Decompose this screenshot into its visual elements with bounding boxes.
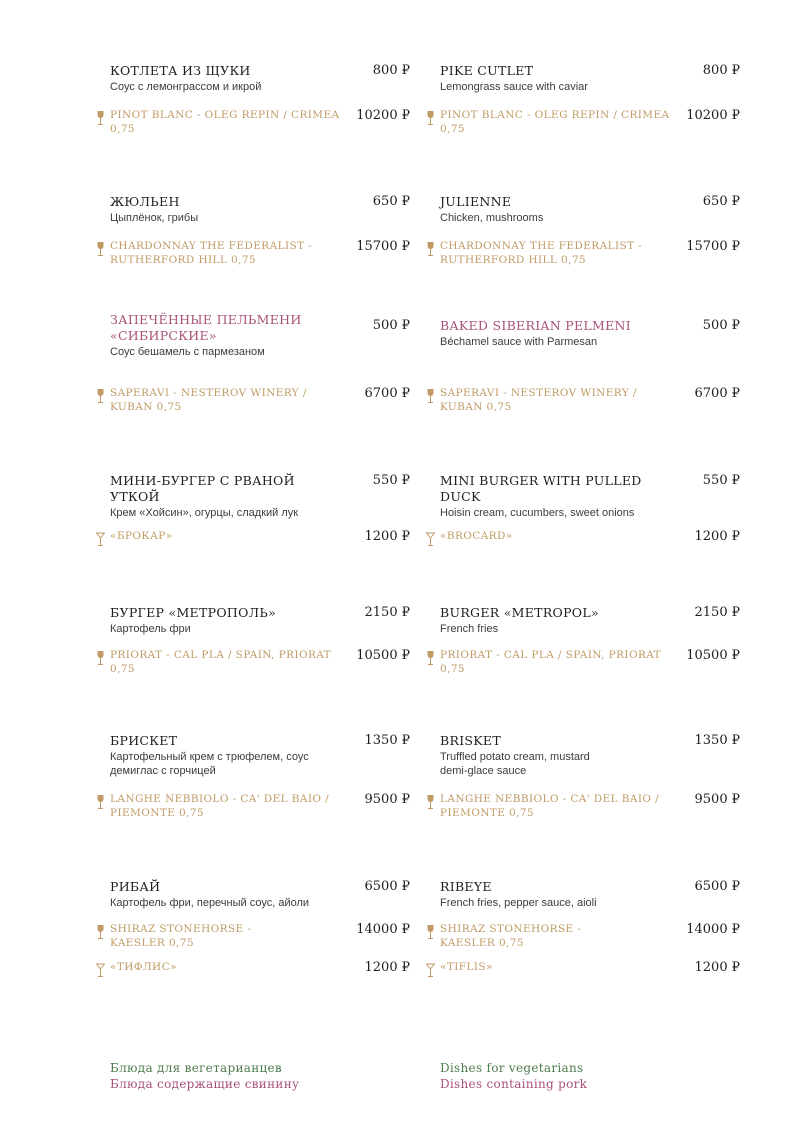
- dish-description: Картофельный крем с трюфелем, соус демиглас с горчицей: [110, 751, 309, 777]
- dish-name: КОТЛЕТА ИЗ ЩУКИ: [110, 63, 251, 78]
- wine-glass-icon: [426, 241, 435, 257]
- wine-glass-icon: [96, 241, 105, 257]
- legend-vegetarian: Блюда для вегетарианцев: [110, 1061, 282, 1075]
- dish-item: [110, 194, 410, 267]
- dish-description: Lemongrass sauce with caviar: [440, 81, 588, 93]
- pairing-label: PRIORAT - CAL PLA / SPAIN, PRIORAT 0,75: [110, 649, 332, 675]
- dish-item-pork: [440, 318, 740, 414]
- legend: [440, 1060, 740, 1092]
- dish-price: 650 ₽: [372, 194, 410, 209]
- wine-glass-icon: [426, 388, 435, 404]
- cocktail-glass-icon: [96, 962, 105, 978]
- pairing-label: LANGHE NEBBIOLO - CA' DEL BAIO / PIEMONTE 0,75: [440, 793, 660, 819]
- dish-description: Соус с лемонграссом и икрой: [110, 81, 262, 93]
- pairing-price: 1200 ₽: [364, 960, 410, 975]
- pairing-label: «TIFLIS»: [440, 961, 493, 973]
- dish-name: JULIENNE: [440, 194, 512, 209]
- dish-price: 6500 ₽: [364, 879, 410, 894]
- pairing-item: [440, 239, 740, 267]
- dish-price: 800 ₽: [372, 63, 410, 78]
- dish-price: 550 ₽: [372, 473, 410, 488]
- pairing-label: «ТИФЛИС»: [110, 961, 177, 973]
- pairing-label: SAPERAVI - NESTEROV WINERY / KUBAN 0,75: [110, 387, 307, 413]
- dish-price: 500 ₽: [372, 318, 410, 333]
- dish-description: Truffled potato cream, mustard demi-glace sauce: [440, 751, 590, 777]
- pairing-item: [440, 529, 740, 543]
- pairing-label: PINOT BLANC - OLEG REPIN / CRIMEA 0,75: [110, 109, 340, 135]
- pairing-price: 10200 ₽: [356, 108, 410, 123]
- dish-name: МИНИ-БУРГЕР С РВАНОЙ УТКОЙ: [110, 473, 295, 504]
- pairing-label: SAPERAVI - NESTEROV WINERY / KUBAN 0,75: [440, 387, 637, 413]
- pairing-item: [110, 922, 410, 950]
- dish-name: RIBEYE: [440, 879, 492, 894]
- pairing-price: 10200 ₽: [686, 108, 740, 123]
- cocktail-glass-icon: [426, 531, 435, 547]
- wine-glass-icon: [426, 924, 435, 940]
- dish-description: Картофель фри, перечный соус, айоли: [110, 897, 310, 909]
- dish-name: BAKED SIBERIAN PELMENI: [440, 318, 632, 333]
- pairing-label: PINOT BLANC - OLEG REPIN / CRIMEA 0,75: [440, 109, 670, 135]
- pairing-price: 9500 ₽: [364, 792, 410, 807]
- pairing-label: SHIRAZ STONEHORSE - KAESLER 0,75: [110, 923, 252, 949]
- dish-item: [440, 194, 740, 267]
- pairing-label: «BROCARD»: [440, 530, 513, 542]
- pairing-label: PRIORAT - CAL PLA / SPAIN, PRIORAT 0,75: [440, 649, 662, 675]
- pairing-item: [440, 648, 740, 676]
- pairing-price: 6700 ₽: [364, 386, 410, 401]
- pairing-item: [110, 239, 410, 267]
- wine-glass-icon: [426, 794, 435, 810]
- dish-item: [110, 733, 410, 820]
- dish-price: 650 ₽: [702, 194, 740, 209]
- dish-price: 800 ₽: [702, 63, 740, 78]
- pairing-item: [440, 108, 740, 136]
- pairing-item: [110, 108, 410, 136]
- pairing-item: [440, 922, 740, 950]
- dish-description: French fries, pepper sauce, aioli: [440, 897, 597, 909]
- dish-description: Béchamel sauce with Parmesan: [440, 336, 598, 348]
- pairing-label: CHARDONNAY THE FEDERALIST - RUTHERFORD HILL 0,75: [110, 240, 313, 266]
- dish-name: БУРГЕР «МЕТРОПОЛЬ»: [110, 605, 277, 620]
- pairing-item: [440, 792, 740, 820]
- dish-item: [440, 879, 740, 974]
- pairing-label: «БРОКАР»: [110, 530, 173, 542]
- dish-name: BRISKET: [440, 733, 501, 748]
- pairing-price: 14000 ₽: [686, 922, 740, 937]
- pairing-price: 9500 ₽: [694, 792, 740, 807]
- dish-item-pork: [110, 312, 410, 414]
- dish-price: 1350 ₽: [364, 733, 410, 748]
- pairing-price: 1200 ₽: [694, 529, 740, 544]
- pairing-item: [440, 960, 740, 974]
- pairing-price: 10500 ₽: [686, 648, 740, 663]
- dish-price: 500 ₽: [702, 318, 740, 333]
- dish-name: БРИСКЕТ: [110, 733, 178, 748]
- dish-price: 550 ₽: [702, 473, 740, 488]
- dish-description: Крем «Хойсин», огурцы, сладкий лук: [110, 507, 299, 519]
- dish-item: [440, 605, 740, 676]
- dish-name: ЗАПЕЧЁННЫЕ ПЕЛЬМЕНИ «СИБИРСКИЕ»: [110, 312, 302, 343]
- wine-glass-icon: [96, 388, 105, 404]
- dish-name: PIKE CUTLET: [440, 63, 534, 78]
- cocktail-glass-icon: [96, 531, 105, 547]
- pairing-item: [110, 529, 410, 543]
- dish-item: [110, 605, 410, 676]
- legend-pork: Блюда содержащие свинину: [110, 1077, 300, 1091]
- pairing-item: [110, 648, 410, 676]
- legend-pork: Dishes containing pork: [440, 1077, 588, 1091]
- cocktail-glass-icon: [426, 962, 435, 978]
- pairing-label: CHARDONNAY THE FEDERALIST - RUTHERFORD HILL 0,75: [440, 240, 643, 266]
- dish-price: 1350 ₽: [694, 733, 740, 748]
- pairing-label: SHIRAZ STONEHORSE - KAESLER 0,75: [440, 923, 582, 949]
- wine-glass-icon: [96, 794, 105, 810]
- pairing-price: 1200 ₽: [364, 529, 410, 544]
- pairing-price: 6700 ₽: [694, 386, 740, 401]
- dish-item: [440, 473, 740, 543]
- dish-item: [110, 879, 410, 974]
- dish-name: BURGER «METROPOL»: [440, 605, 599, 620]
- legend-vegetarian: Dishes for vegetarians: [440, 1061, 584, 1075]
- dish-description: Chicken, mushrooms: [440, 212, 544, 224]
- pairing-price: 15700 ₽: [356, 239, 410, 254]
- pairing-item: [110, 960, 410, 974]
- pairing-price: 10500 ₽: [356, 648, 410, 663]
- wine-glass-icon: [96, 650, 105, 666]
- wine-glass-icon: [96, 924, 105, 940]
- pairing-label: LANGHE NEBBIOLO - CA' DEL BAIO / PIEMONTE 0,75: [110, 793, 330, 819]
- dish-price: 2150 ₽: [364, 605, 410, 620]
- wine-glass-icon: [426, 650, 435, 666]
- dish-name: MINI BURGER WITH PULLED DUCK: [440, 473, 642, 504]
- pairing-item: [110, 386, 410, 414]
- pairing-item: [440, 386, 740, 414]
- dish-description: French fries: [440, 623, 499, 635]
- dish-price: 2150 ₽: [694, 605, 740, 620]
- wine-glass-icon: [426, 110, 435, 126]
- legend: [110, 1060, 410, 1092]
- dish-description: Картофель фри: [110, 623, 191, 635]
- wine-glass-icon: [96, 110, 105, 126]
- dish-description: Соус бешамель с пармезаном: [110, 346, 265, 358]
- pairing-price: 14000 ₽: [356, 922, 410, 937]
- dish-price: 6500 ₽: [694, 879, 740, 894]
- pairing-price: 15700 ₽: [686, 239, 740, 254]
- dish-item: [440, 733, 740, 820]
- dish-description: Hoisin cream, cucumbers, sweet onions: [440, 507, 635, 519]
- dish-item: [110, 63, 410, 136]
- dish-name: ЖЮЛЬЕН: [110, 194, 180, 209]
- dish-description: Цыплёнок, грибы: [110, 212, 199, 224]
- dish-item: [440, 63, 740, 136]
- pairing-price: 1200 ₽: [694, 960, 740, 975]
- dish-item: [110, 473, 410, 543]
- dish-name: РИБАЙ: [110, 879, 161, 894]
- pairing-item: [110, 792, 410, 820]
